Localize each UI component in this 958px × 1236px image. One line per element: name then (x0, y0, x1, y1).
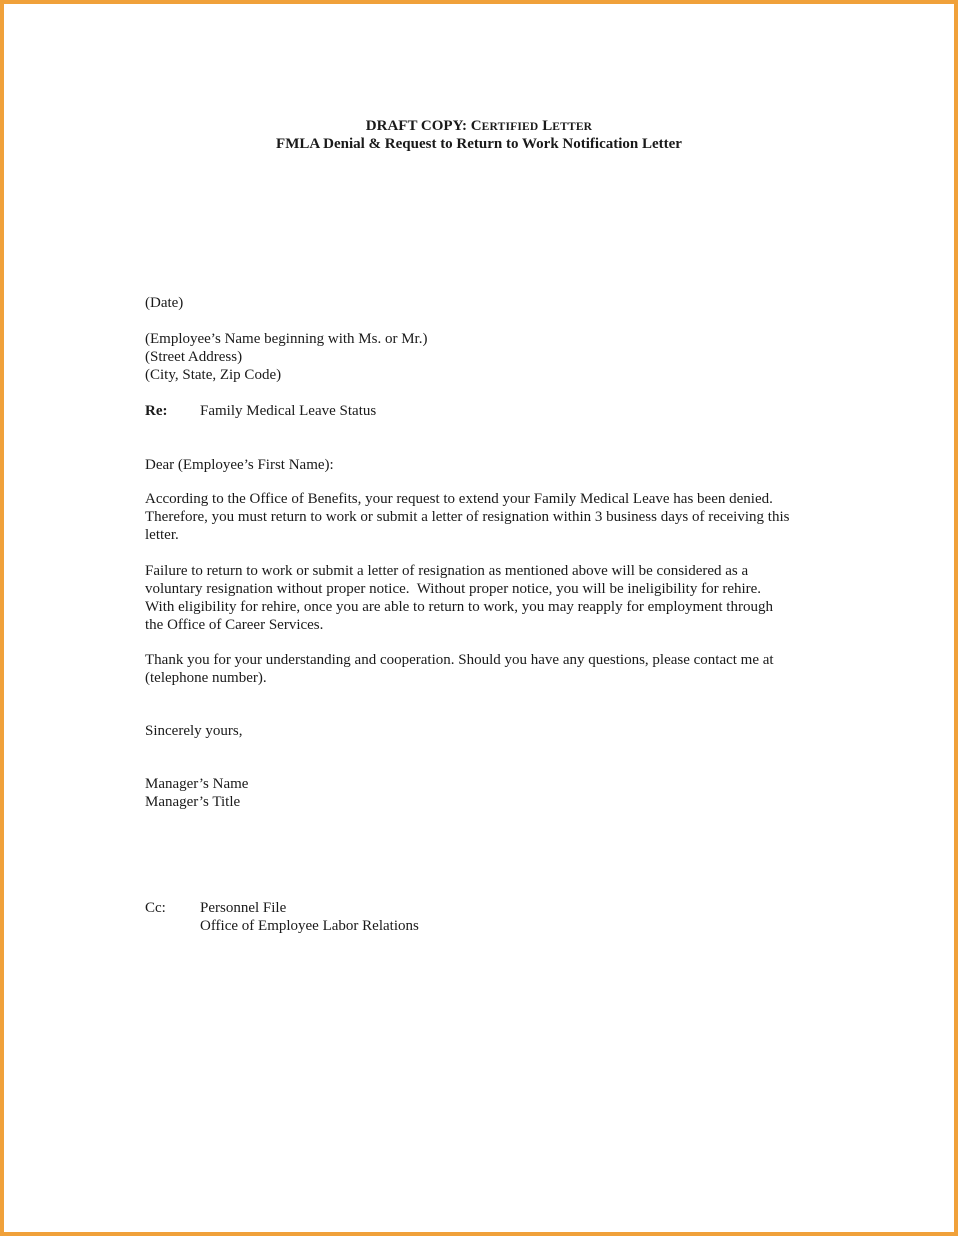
closing: Sincerely yours, (145, 723, 243, 739)
cc-label: Cc: (145, 900, 166, 916)
cc-item: Personnel File (200, 900, 287, 916)
re-label: Re: (145, 403, 168, 419)
paragraph-failure: Failure to return to work or submit a letter of resignation as mentioned above will be considered as a voluntary resignation without proper notice. Without proper notice, you will be ineligibility for rehire. With eligibility for rehire, once you are able to return to work, you may reapply for employment through the Office of Career Services. (145, 563, 773, 633)
manager-name: Manager’s Name (145, 776, 249, 792)
employee-name-field: (Employee’s Name beginning with Ms. or Mr.) (145, 331, 428, 347)
city-state-zip-field: (City, State, Zip Code) (145, 367, 282, 383)
cc-item: Office of Employee Labor Relations (200, 918, 419, 934)
street-address-field: (Street Address) (145, 349, 243, 365)
date-field: (Date) (145, 295, 184, 311)
document-subtitle: FMLA Denial & Request to Return to Work Notification Letter (276, 136, 682, 152)
paragraph-thanks: Thank you for your understanding and cooperation. Should you have any questions, please contact me at (telephone number). (145, 652, 774, 686)
salutation: Dear (Employee’s First Name): (145, 457, 334, 473)
re-value: Family Medical Leave Status (200, 403, 377, 419)
paragraph-denial: According to the Office of Benefits, your request to extend your Family Medical Leave has been denied. Therefore, you must return to work or submit a letter of resignation within 3 business days of receiving this letter. (145, 491, 790, 543)
document-title: DRAFT COPY: CERTIFIED LETTER (365, 118, 593, 134)
manager-title: Manager’s Title (145, 794, 241, 810)
